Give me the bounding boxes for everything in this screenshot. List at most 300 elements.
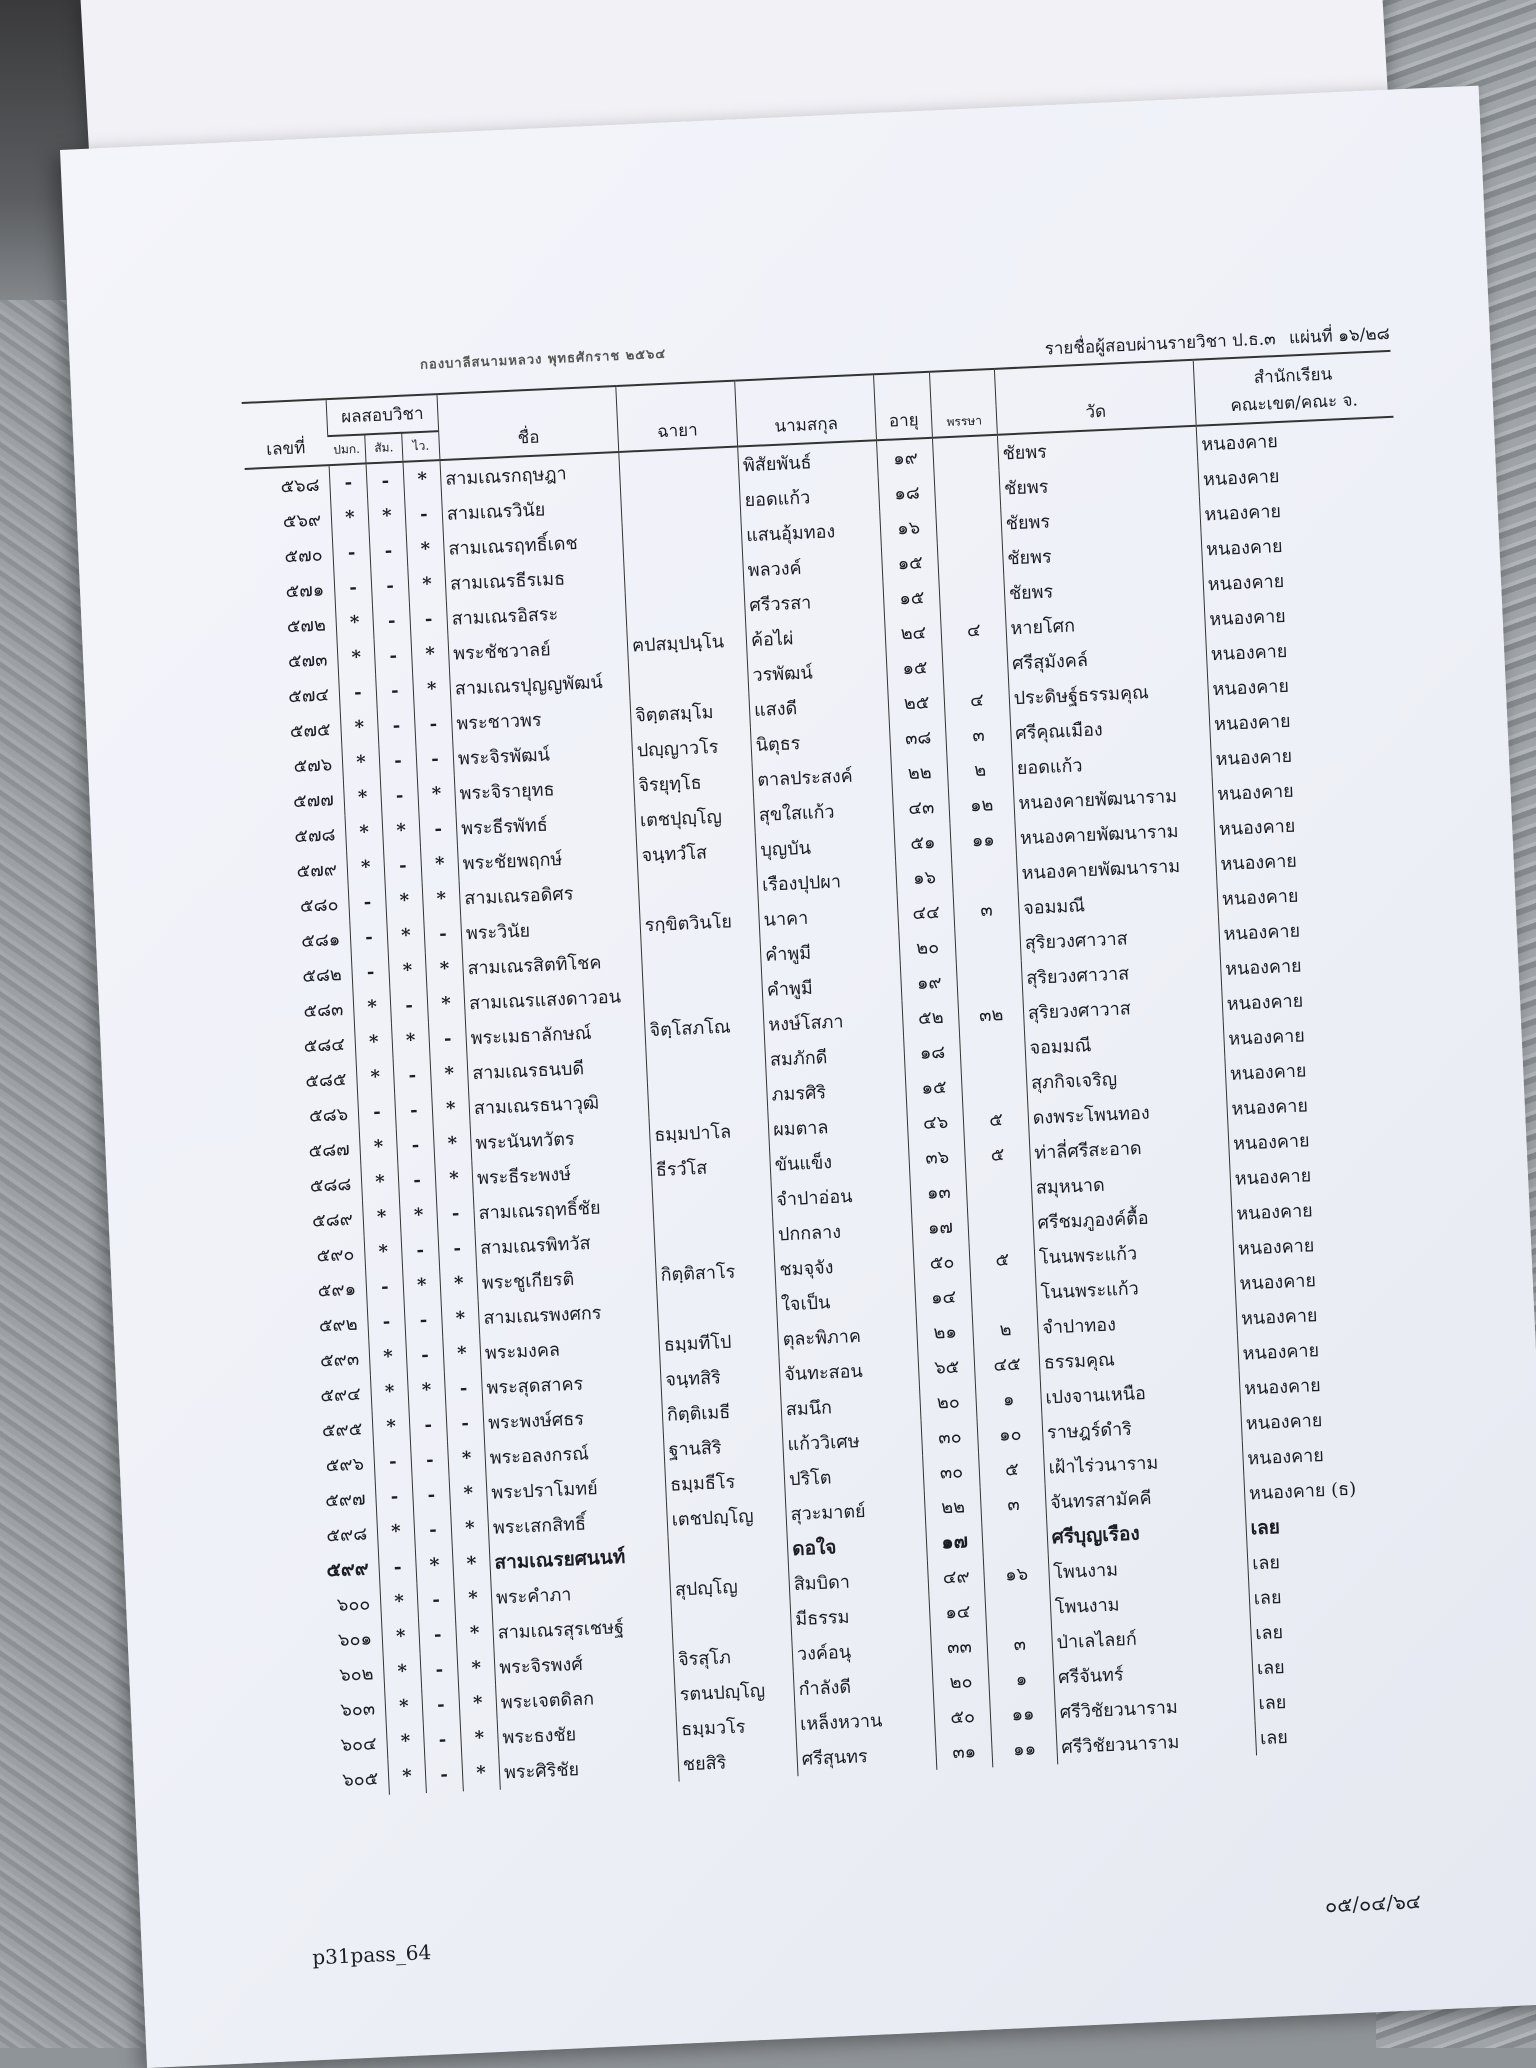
cell-pali-name: ฐานสิริ: [663, 1427, 783, 1467]
cell-pali-name: จนฺทวํโส: [636, 832, 756, 872]
cell-number: ๕๘๖: [308, 1103, 349, 1127]
cell-age: ๒๐: [932, 1662, 990, 1700]
cell-surname: ศรีวรสา: [744, 581, 884, 622]
cell-subject1: *: [353, 989, 392, 1026]
cell-number: ๖๐๓: [339, 1698, 376, 1721]
cell-vassa: ๑: [988, 1660, 1054, 1698]
cell-number: ๕๗๗: [292, 789, 335, 813]
cell-subject1: *: [335, 604, 374, 641]
cell-pali-name: [652, 1182, 772, 1222]
cell-subject2: *: [391, 1022, 430, 1059]
cell-vassa: [952, 855, 1018, 893]
cell-pali-name: ปญฺญาวโร: [632, 727, 752, 767]
cell-subject3: *: [451, 1510, 490, 1547]
cell-subject2: -: [414, 1512, 453, 1549]
cell-pali-name: [668, 1531, 788, 1571]
cell-office: หนองคาย: [1204, 593, 1403, 637]
col-office-line2: คณะเขต/คณะ จ.: [1230, 390, 1359, 417]
cell-subject2: -: [374, 638, 413, 675]
cell-temple: โพนงาม: [1048, 1546, 1248, 1590]
cell-subject3: *: [422, 881, 461, 918]
cell-age: ๔๔: [897, 893, 955, 931]
cell-pali-name: ธมฺมธีโร: [665, 1462, 785, 1502]
cell-surname: นาคา: [758, 896, 898, 937]
cell-subject3: *: [455, 1615, 494, 1652]
cell-subject2: -: [401, 1232, 440, 1269]
cell-temple: หนองคายพัฒนาราม: [1015, 811, 1215, 855]
cell-temple: จันทรสามัคคี: [1045, 1476, 1245, 1520]
cell-vassa: ๑๖: [984, 1555, 1050, 1593]
cell-subject1: -: [350, 919, 389, 956]
cell-temple: หนองคายพัฒนาราม: [1013, 776, 1213, 820]
cell-number: ๕๗๙: [296, 859, 338, 882]
cell-subject1: -: [329, 463, 368, 501]
cell-name: พระปราโมทย์: [486, 1467, 666, 1510]
cell-name: สามเณรสิตทิโชค: [462, 942, 642, 985]
cell-subject3: -: [436, 1195, 475, 1232]
cell-subject1: *: [340, 709, 379, 746]
cell-temple: โนนพระแก้ว: [1034, 1231, 1234, 1275]
cell-pali-name: [671, 1601, 791, 1641]
cell-office: หนองคาย: [1221, 977, 1420, 1021]
cell-subject2: -: [412, 1477, 451, 1514]
cell-office: หนองคาย: [1202, 558, 1401, 602]
cell-age: ๑๙: [877, 438, 935, 477]
cell-pali-name: จนฺทสิริ: [660, 1357, 780, 1397]
cell-number: ๕๘๔: [303, 1034, 346, 1057]
cell-vassa: ๑๑: [990, 1694, 1056, 1732]
cell-vassa: [961, 1065, 1027, 1103]
cell-office: หนองคาย: [1233, 1222, 1432, 1266]
col-office-line1: สำนักเรียน: [1253, 364, 1333, 389]
cell-office: เลย: [1247, 1537, 1446, 1581]
cell-subject1: *: [362, 1199, 401, 1236]
cell-subject3: *: [433, 1125, 472, 1162]
cell-subject3: -: [438, 1230, 477, 1267]
cell-age: ๒๑: [916, 1313, 974, 1351]
cell-subject3: *: [441, 1300, 480, 1337]
cell-subject2: -: [418, 1617, 457, 1654]
cell-temple: เฝ้าไร่วนาราม: [1043, 1441, 1243, 1485]
cell-name: สามเณรธีรเมธ: [445, 558, 625, 601]
cell-subject1: *: [337, 639, 376, 676]
cell-subject1: *: [386, 1723, 425, 1760]
cell-subject2: -: [411, 1442, 450, 1479]
cell-name: สามเณรอดิศร: [459, 873, 639, 916]
cell-subject1: -: [378, 1548, 417, 1585]
cell-subject1: *: [356, 1059, 395, 1096]
cell-temple: ศรีวิชัยวนาราม: [1056, 1720, 1256, 1764]
cell-subject1: -: [332, 534, 371, 571]
cell-vassa: ๓: [945, 715, 1011, 753]
cell-surname: หงษ์โสภา: [763, 1001, 903, 1042]
cell-vassa: ๔: [944, 681, 1010, 719]
cell-vassa: [982, 1520, 1048, 1558]
cell-surname: แก้ววิเศษ: [782, 1420, 922, 1461]
cell-subject1: -: [358, 1094, 397, 1131]
cell-age: ๓๘: [889, 718, 947, 756]
cell-subject3: *: [462, 1755, 501, 1792]
cell-office: หนองคาย: [1218, 907, 1417, 951]
col-vassa: พรรษา: [930, 369, 998, 438]
cell-surname: คำพูมี: [760, 931, 900, 972]
cell-subject2: *: [387, 917, 426, 954]
col-number: เลขที่: [242, 399, 329, 469]
cell-office: หนองคาย: [1206, 628, 1405, 672]
cell-age: ๑๖: [896, 858, 954, 896]
cell-subject3: *: [447, 1440, 486, 1477]
cell-pali-name: กิตฺติเมธี: [662, 1392, 782, 1432]
cell-name: พระธีระพงษ์: [472, 1152, 652, 1195]
cell-pali-name: จิตฺตสมฺโม: [630, 692, 750, 732]
cell-office: หนองคาย: [1220, 942, 1419, 986]
cell-name: สามเณรฤทธิ์เดช: [443, 523, 623, 566]
cell-office: หนองคาย: [1209, 697, 1408, 741]
cell-pali-name: จิรยุทฺโธ: [633, 762, 753, 802]
cell-office: เลย: [1245, 1502, 1444, 1546]
cell-surname: ตาลประสงค์: [752, 756, 892, 797]
cell-subject3: *: [457, 1650, 496, 1687]
cell-age: ๔๖: [907, 1103, 965, 1141]
cell-vassa: ๑๑: [991, 1729, 1057, 1767]
cell-number: ๕๖๙: [282, 509, 322, 533]
cell-age: ๑๕: [881, 544, 939, 582]
cell-number: ๕๘๓: [303, 999, 344, 1022]
cell-name: พระคำภา: [491, 1572, 671, 1615]
cell-subject2: *: [415, 1547, 454, 1584]
cell-number: ๕๗๑: [285, 579, 325, 603]
cell-office: หนองคาย: [1210, 732, 1409, 776]
cell-subject2: *: [403, 1267, 442, 1304]
header-org: กองบาลีสนามหลวง พุทธศักราช ๒๕๖๔: [419, 346, 667, 373]
cell-temple: ชัยพร: [1004, 567, 1204, 611]
cell-temple: หายโศก: [1005, 602, 1205, 646]
cell-subject2: -: [379, 742, 418, 779]
cell-subject3: *: [460, 1720, 499, 1757]
cell-subject1: -: [334, 569, 373, 606]
cell-subject3: -: [416, 741, 455, 778]
cell-pali-name: ธีรวํโส: [651, 1147, 771, 1187]
cell-name: สามเณรสุรเชษฐ์: [492, 1607, 672, 1650]
cell-surname: พิสัยพันธ์: [738, 440, 878, 482]
cell-number: ๕๗๕: [289, 719, 332, 743]
cell-subject3: *: [459, 1685, 498, 1722]
cell-name: พระชัชวาลย์: [448, 628, 628, 671]
cell-surname: สุขใสแก้ว: [754, 791, 894, 832]
col-name: ชื่อ: [437, 386, 619, 460]
cell-pali-name: จิตฺโสภโณ: [644, 1007, 764, 1047]
cell-name: พระสุดสาคร: [481, 1362, 661, 1405]
cell-name: พระเมธาลักษณ์: [465, 1012, 645, 1055]
cell-office: หนองคาย: [1228, 1117, 1427, 1161]
cell-name: สามเณรกฤษฎา: [440, 452, 620, 496]
cell-name: พระจิรายุทธ: [454, 768, 634, 811]
cell-name: พระชัยพฤกษ์: [457, 838, 637, 881]
col-age: อายุ: [874, 372, 933, 440]
cell-subject2: -: [377, 708, 416, 745]
cell-surname: นิตุธร: [750, 721, 890, 762]
cell-subject1: *: [361, 1164, 400, 1201]
cell-subject3: *: [440, 1265, 479, 1302]
cell-subject2: -: [393, 1057, 432, 1094]
cell-office: หนองคาย: [1199, 488, 1398, 532]
cell-subject1: -: [351, 954, 390, 991]
cell-surname: วงค์อนุ: [792, 1630, 932, 1671]
cell-temple: ยอดแก้ว: [1012, 741, 1212, 785]
cell-pali-name: [638, 867, 758, 907]
cell-age: ๑๕: [883, 579, 941, 617]
cell-subject3: *: [417, 776, 456, 813]
cell-pali-name: ธมฺมปาโล: [649, 1112, 769, 1152]
col-surname: นามสกุล: [735, 374, 877, 446]
cell-surname: สุวะมาตย์: [785, 1490, 925, 1531]
cell-vassa: [955, 925, 1021, 963]
cell-number: ๕๗๒: [286, 614, 327, 638]
cell-age: ๒๕: [888, 683, 946, 721]
cell-name: สามเณรปุญญพัฒน์: [450, 663, 630, 706]
cell-surname: ขันแข็ง: [769, 1141, 909, 1182]
cell-name: พระศิริชัย: [499, 1747, 679, 1790]
cell-subject1: *: [355, 1024, 394, 1061]
cell-surname: ภมรศิริ: [766, 1071, 906, 1112]
cell-name: สามเณรฤทธิ์ชัย: [473, 1187, 653, 1230]
cell-age: ๓๑: [935, 1732, 993, 1770]
cell-surname: เหล็งหวาน: [795, 1700, 935, 1741]
cell-vassa: ๑๒: [949, 785, 1015, 823]
cell-name: พระวินัย: [461, 907, 641, 950]
cell-age: ๕๒: [902, 998, 960, 1036]
cell-subject2: -: [372, 603, 411, 640]
cell-office: หนองคาย: [1215, 837, 1414, 881]
cell-office: หนองคาย (ธ): [1244, 1467, 1443, 1511]
cell-subject2: -: [423, 1721, 462, 1758]
cell-subject3: *: [443, 1335, 482, 1372]
cell-temple: ประดิษฐ์ธรรมคุณ: [1008, 671, 1208, 715]
cell-vassa: ๕: [964, 1135, 1030, 1173]
cell-subject3: -: [409, 601, 448, 638]
cell-subject2: *: [388, 952, 427, 989]
cell-subject2: -: [420, 1652, 459, 1689]
cell-pali-name: [647, 1077, 767, 1117]
cell-subject1: *: [377, 1513, 416, 1550]
cell-office: หนองคาย: [1239, 1362, 1438, 1406]
cell-surname: ยอดแก้ว: [739, 476, 879, 517]
cell-pali-name: ฅปสมฺปนฺโน: [627, 622, 747, 662]
cell-pali-name: [657, 1287, 777, 1327]
cell-age: ๒๔: [884, 614, 942, 652]
cell-number: ๖๐๐: [336, 1593, 371, 1616]
cell-age: ๔๓: [892, 788, 950, 826]
cell-number: ๕๗๔: [287, 684, 330, 708]
cell-number: ๖๐๒: [338, 1663, 374, 1686]
cell-temple: ชัยพร: [1000, 497, 1200, 541]
cell-vassa: [938, 541, 1004, 579]
cell-vassa: [985, 1590, 1051, 1628]
cell-surname: แสงดี: [749, 686, 889, 727]
cell-subject1: *: [331, 499, 370, 536]
cell-temple: ศรีชมภูองค์ตื้อ: [1032, 1196, 1232, 1240]
col-results-group: ผลสอบวิชา: [326, 394, 439, 436]
cell-subject3: *: [427, 986, 466, 1023]
col-subject2: สัม.: [365, 433, 403, 464]
cell-number: ๕๗๖: [293, 754, 333, 778]
document-content: [239, 290, 1465, 2040]
cell-subject1: *: [364, 1234, 403, 1271]
cell-subject1: *: [372, 1408, 411, 1445]
cell-subject2: -: [398, 1162, 437, 1199]
cell-number: ๕๙๘: [325, 1523, 368, 1547]
cell-subject3: -: [428, 1021, 467, 1058]
cell-age: ๓๓: [931, 1627, 989, 1665]
cell-surname: ผมตาล: [768, 1106, 908, 1147]
cell-surname: สิมบิดา: [789, 1560, 929, 1601]
cell-subject1: *: [383, 1653, 422, 1690]
header-sheet: แผ่นที่ ๑๖/๒๘: [1288, 323, 1391, 349]
cell-temple: ชัยพร: [1002, 532, 1202, 576]
cell-subject2: -: [409, 1407, 448, 1444]
cell-number: ๕๘๒: [301, 964, 343, 987]
cell-name: พระอลงกรณ์: [484, 1432, 664, 1475]
cell-subject1: *: [385, 1688, 424, 1725]
cell-subject2: -: [395, 1092, 434, 1129]
cell-surname: กำลังดี: [793, 1665, 933, 1706]
cell-age: ๑๙: [900, 963, 958, 1001]
cell-name: สามเณรธนบดี: [467, 1047, 647, 1090]
cell-age: ๕๑: [894, 823, 952, 861]
cell-temple: จอมมณี: [1024, 1021, 1224, 1065]
cell-temple: ศรีจันทร์: [1053, 1650, 1253, 1694]
cell-subject3: *: [452, 1545, 491, 1582]
cell-subject1: -: [348, 884, 387, 921]
cell-surname: จำปาอ่อน: [771, 1176, 911, 1217]
cell-office: หนองคาย: [1207, 663, 1406, 707]
cell-vassa: [936, 506, 1002, 544]
cell-temple: สุภกิจเจริญ: [1026, 1056, 1226, 1100]
footer-code: p31pass_64: [311, 1940, 432, 1970]
results-table: [242, 350, 1454, 1799]
cell-age: ๖๕: [918, 1348, 976, 1386]
cell-pali-name: [646, 1042, 766, 1082]
cell-subject1: *: [382, 1618, 421, 1655]
cell-surname: คำพูมี: [762, 966, 902, 1007]
cell-surname: ปกกลาง: [773, 1210, 913, 1251]
cell-number: ๕๗๐: [284, 544, 324, 568]
cell-temple: ศรีสุมังคล์: [1007, 637, 1207, 681]
footer-date: ๐๕/๐๔/๖๔: [1324, 1889, 1422, 1918]
cell-office: หนองคาย: [1196, 417, 1395, 462]
cell-pali-name: รกฺขิตวินโย: [639, 902, 759, 942]
cell-age: ๔๙: [927, 1558, 985, 1596]
cell-number: ๕๙๑: [317, 1278, 357, 1302]
cell-name: พระจิรพัฒน์: [453, 733, 633, 776]
cell-subject3: *: [408, 566, 447, 603]
cell-temple: จอมมณี: [1018, 881, 1218, 925]
cell-surname: เรืองปุปผา: [757, 861, 897, 902]
cell-office: หนองคาย: [1217, 872, 1416, 916]
cell-age: ๑๘: [878, 474, 936, 512]
cell-office: หนองคาย: [1237, 1327, 1436, 1371]
cell-pali-name: [624, 552, 744, 592]
cell-subject2: -: [404, 1302, 443, 1339]
cell-surname: ค้อไผ่: [746, 616, 886, 657]
cell-surname: แสนอุ้มทอง: [741, 511, 881, 552]
cell-number: ๕๘๕: [304, 1068, 347, 1092]
cell-surname: สมภักดี: [765, 1036, 905, 1077]
cell-age: ๑๗: [926, 1523, 984, 1561]
cell-subject3: -: [414, 706, 453, 743]
cell-pali-name: [619, 447, 740, 488]
cell-age: ๑๔: [915, 1278, 973, 1316]
cell-subject1: *: [369, 1339, 408, 1376]
cell-office: เลย: [1253, 1676, 1452, 1720]
cell-temple: โนนพระแก้ว: [1035, 1266, 1235, 1310]
cell-subject3: -: [446, 1405, 485, 1442]
cell-office: เลย: [1255, 1711, 1454, 1755]
cell-age: ๒๐: [919, 1383, 977, 1421]
cell-vassa: [968, 1205, 1034, 1243]
cell-temple: ชัยพร: [997, 426, 1197, 471]
cell-office: หนองคาย: [1225, 1047, 1424, 1091]
cell-temple: หนองคายพัฒนาราม: [1016, 846, 1216, 890]
cell-surname: วรพัฒน์: [747, 651, 887, 692]
cell-subject1: *: [370, 1374, 409, 1411]
cell-temple: ชัยพร: [999, 462, 1199, 506]
cell-vassa: ๒: [972, 1310, 1038, 1348]
cell-subject2: -: [422, 1686, 461, 1723]
cell-vassa: ๑๐: [977, 1415, 1043, 1453]
cell-office: หนองคาย: [1214, 802, 1413, 846]
cell-pali-name: ธมฺมวโร: [676, 1706, 796, 1746]
cell-vassa: ๔: [941, 611, 1007, 649]
cell-temple: สุริยวงศาวาส: [1021, 951, 1221, 995]
cell-name: สามเณรแสงดาวอน: [464, 977, 644, 1020]
cell-temple: ราษฎร์ดำริ: [1042, 1406, 1242, 1450]
cell-vassa: ๒: [947, 750, 1013, 788]
col-subject1: ปมก.: [328, 434, 366, 465]
table-body: [245, 417, 1454, 1799]
cell-temple: ศรีคุณเมือง: [1010, 706, 1210, 750]
col-pali-name: ฉายา: [616, 381, 738, 452]
cell-subject2: -: [380, 777, 419, 814]
cell-pali-name: เตชปญฺโญ: [666, 1496, 786, 1536]
cell-surname: ปริโต: [784, 1455, 924, 1496]
cell-name: พระเจตดิลก: [496, 1677, 676, 1720]
cell-subject2: *: [407, 1372, 446, 1409]
cell-name: พระธีรพัทธ์: [456, 803, 636, 846]
cell-age: ๑๘: [904, 1033, 962, 1071]
cell-age: ๑๖: [880, 509, 938, 547]
cell-pali-name: [625, 587, 745, 627]
cell-subject2: -: [376, 673, 415, 710]
cell-age: ๓๐: [921, 1418, 979, 1456]
cell-pali-name: [643, 972, 763, 1012]
cell-surname: มีธรรม: [790, 1595, 930, 1636]
cell-temple: จำปาทอง: [1037, 1301, 1237, 1345]
cell-vassa: ๓: [953, 890, 1019, 928]
cell-subject1: *: [343, 779, 382, 816]
cell-age: ๑๕: [905, 1068, 963, 1106]
cell-subject3: *: [430, 1055, 469, 1092]
cell-name: พระธงชัย: [497, 1712, 677, 1755]
cell-subject3: *: [454, 1580, 493, 1617]
cell-subject2: -: [425, 1756, 464, 1793]
header-title: รายชื่อผู้สอบผ่านรายวิชา ป.ธ.๓: [1044, 329, 1277, 360]
cell-subject3: *: [449, 1475, 488, 1512]
cell-vassa: [960, 1030, 1026, 1068]
cell-subject2: -: [396, 1127, 435, 1164]
cell-surname: ศรีสุนทร: [796, 1735, 936, 1776]
cell-subject1: -: [374, 1443, 413, 1480]
